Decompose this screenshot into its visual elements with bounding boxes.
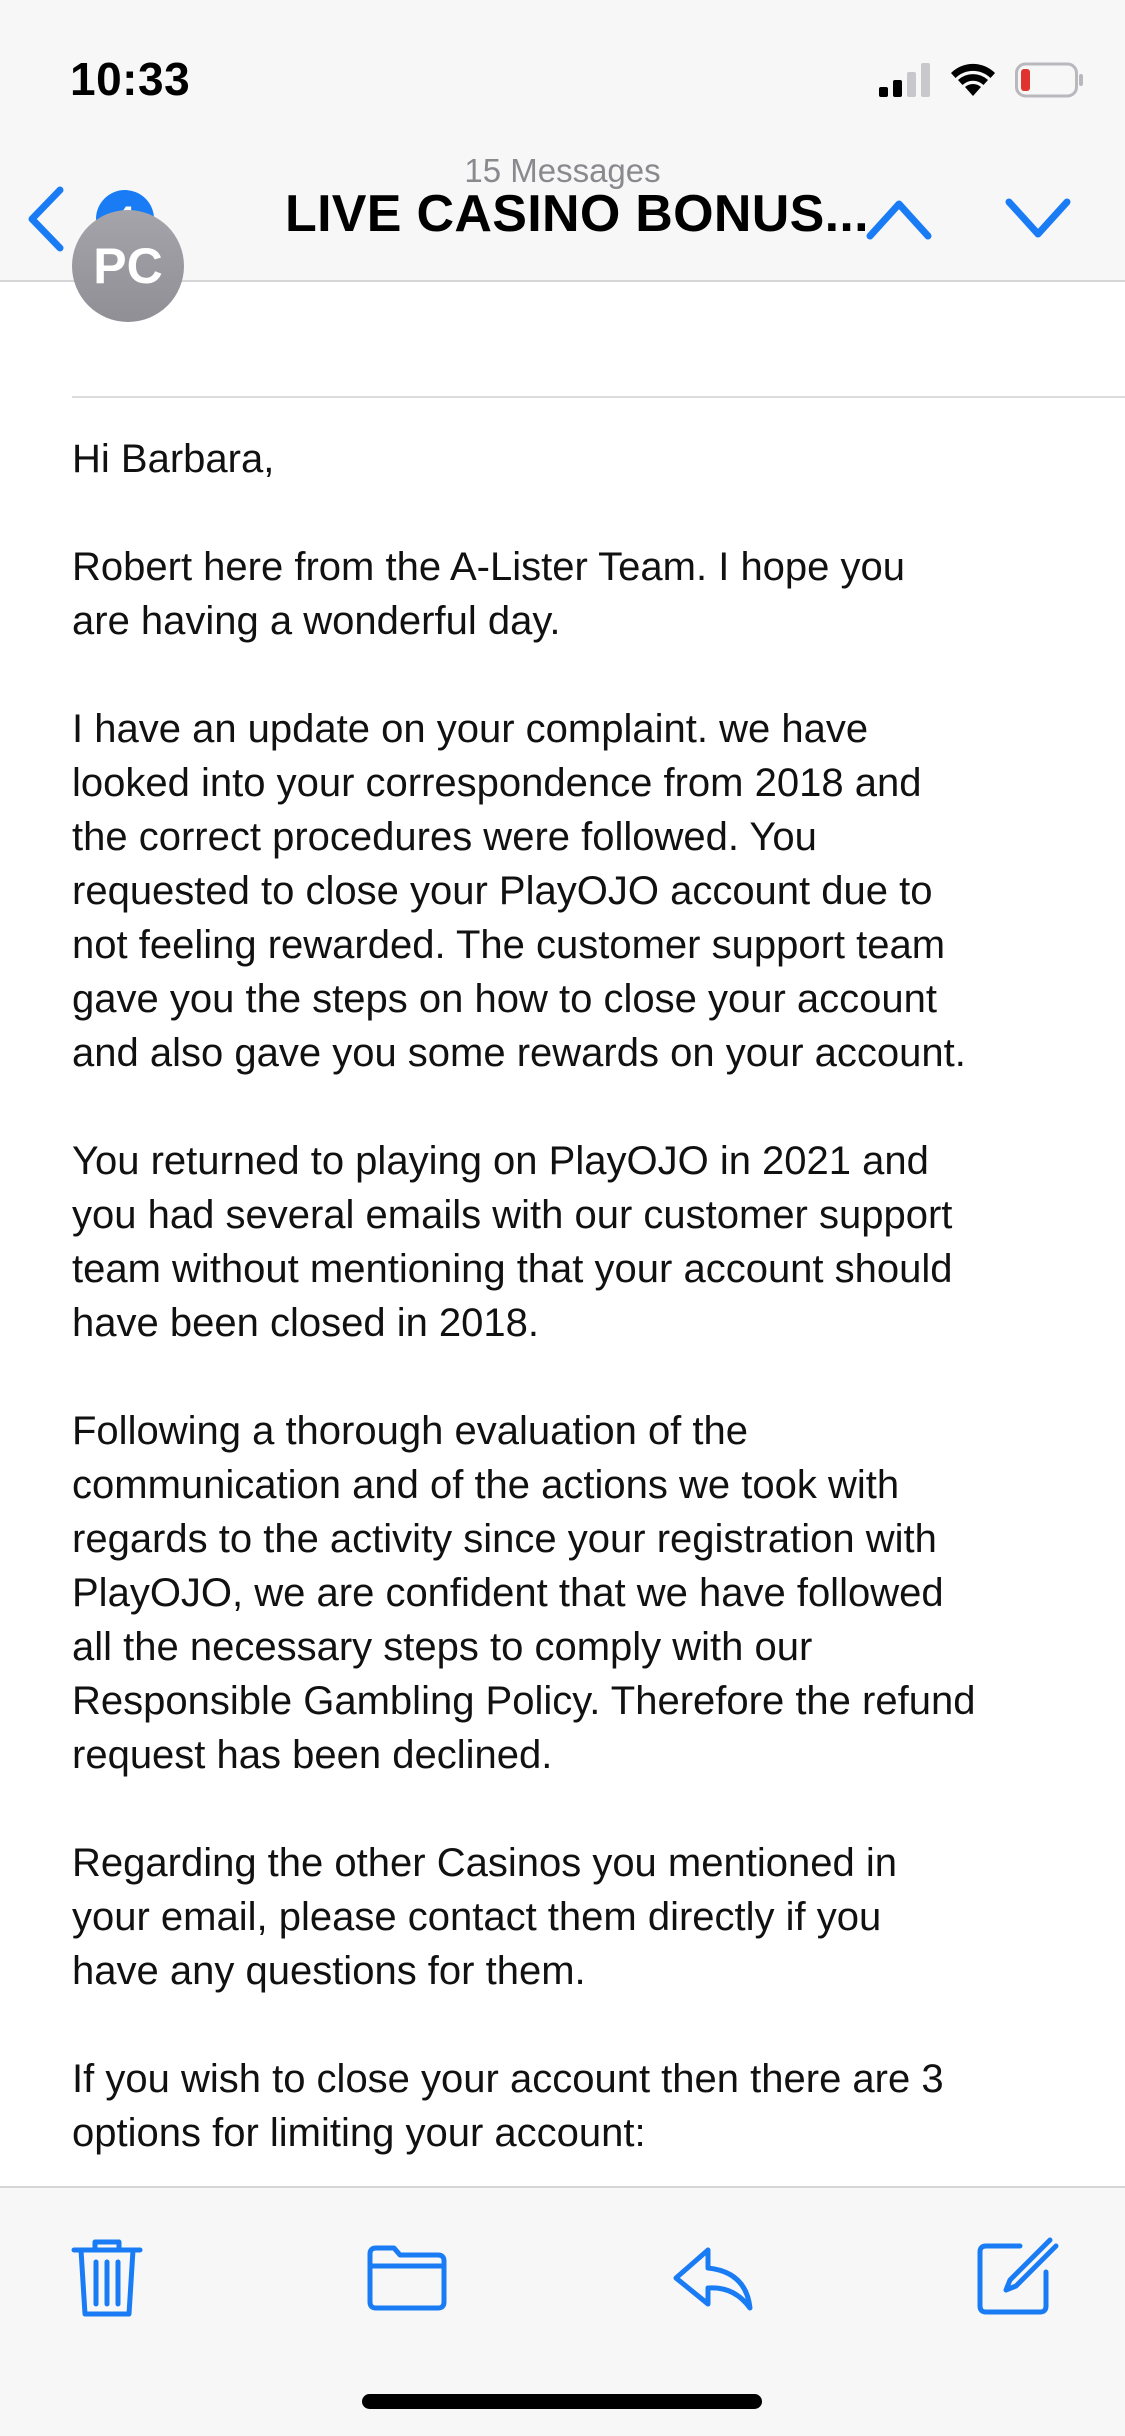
wifi-icon: [949, 62, 997, 98]
email-paragraph: Robert here from the A-Lister Team. I hope you are having a wonderful day.: [72, 545, 906, 643]
trash-icon[interactable]: [62, 2232, 152, 2322]
battery-icon: [1015, 62, 1085, 98]
status-time: 10:33: [70, 53, 191, 105]
status-bar: [0, 0, 1125, 140]
folder-icon[interactable]: [362, 2232, 452, 2322]
message-count: 15 Messages: [464, 152, 661, 189]
thread-subject-title: LIVE CASINO BONUS...: [285, 185, 869, 243]
home-indicator[interactable]: [362, 2394, 762, 2409]
status-icons: [879, 60, 1085, 100]
email-paragraph: You returned to playing on PlayOJO in 2021 and you had several emails with our customer support team without mentioning that your account should have been closed in 2018.: [72, 1139, 953, 1345]
email-paragraph: If you wish to close your account then there are 3 options for limiting your account:: [72, 2057, 944, 2155]
reply-icon[interactable]: [668, 2232, 758, 2322]
next-message-chevron-down-icon[interactable]: [1003, 194, 1073, 242]
cellular-icon: [879, 63, 931, 97]
email-body: [72, 432, 1082, 2214]
sender-avatar[interactable]: PC: [72, 210, 184, 322]
previous-message-chevron-up-icon[interactable]: [864, 194, 934, 242]
email-paragraph: Hi Barbara,: [72, 437, 275, 481]
email-paragraph: Regarding the other Casinos you mentioned in your email, please contact them directly if you have any questions for them.: [72, 1841, 897, 1993]
back-chevron-icon[interactable]: [22, 184, 70, 254]
compose-icon[interactable]: [970, 2232, 1060, 2322]
message-content[interactable]: [0, 238, 1125, 2186]
header-divider: [72, 396, 1125, 398]
email-paragraph: I have an update on your complaint. we have looked into your correspondence from 2018 and the correct procedures were followed. You requested to close your PlayOJO account due to not feeling rewarded. The customer support team gave you the steps on how to close your account and also gave you some rewards on your account.: [72, 707, 966, 1075]
email-paragraph: Following a thorough evaluation of the communication and of the actions we took with regards to the activity since your registration with PlayOJO, we are confident that we have followed all the necessary steps to comply with our Responsible Gambling Policy. Therefore the refund request has been declined.: [72, 1409, 976, 1777]
